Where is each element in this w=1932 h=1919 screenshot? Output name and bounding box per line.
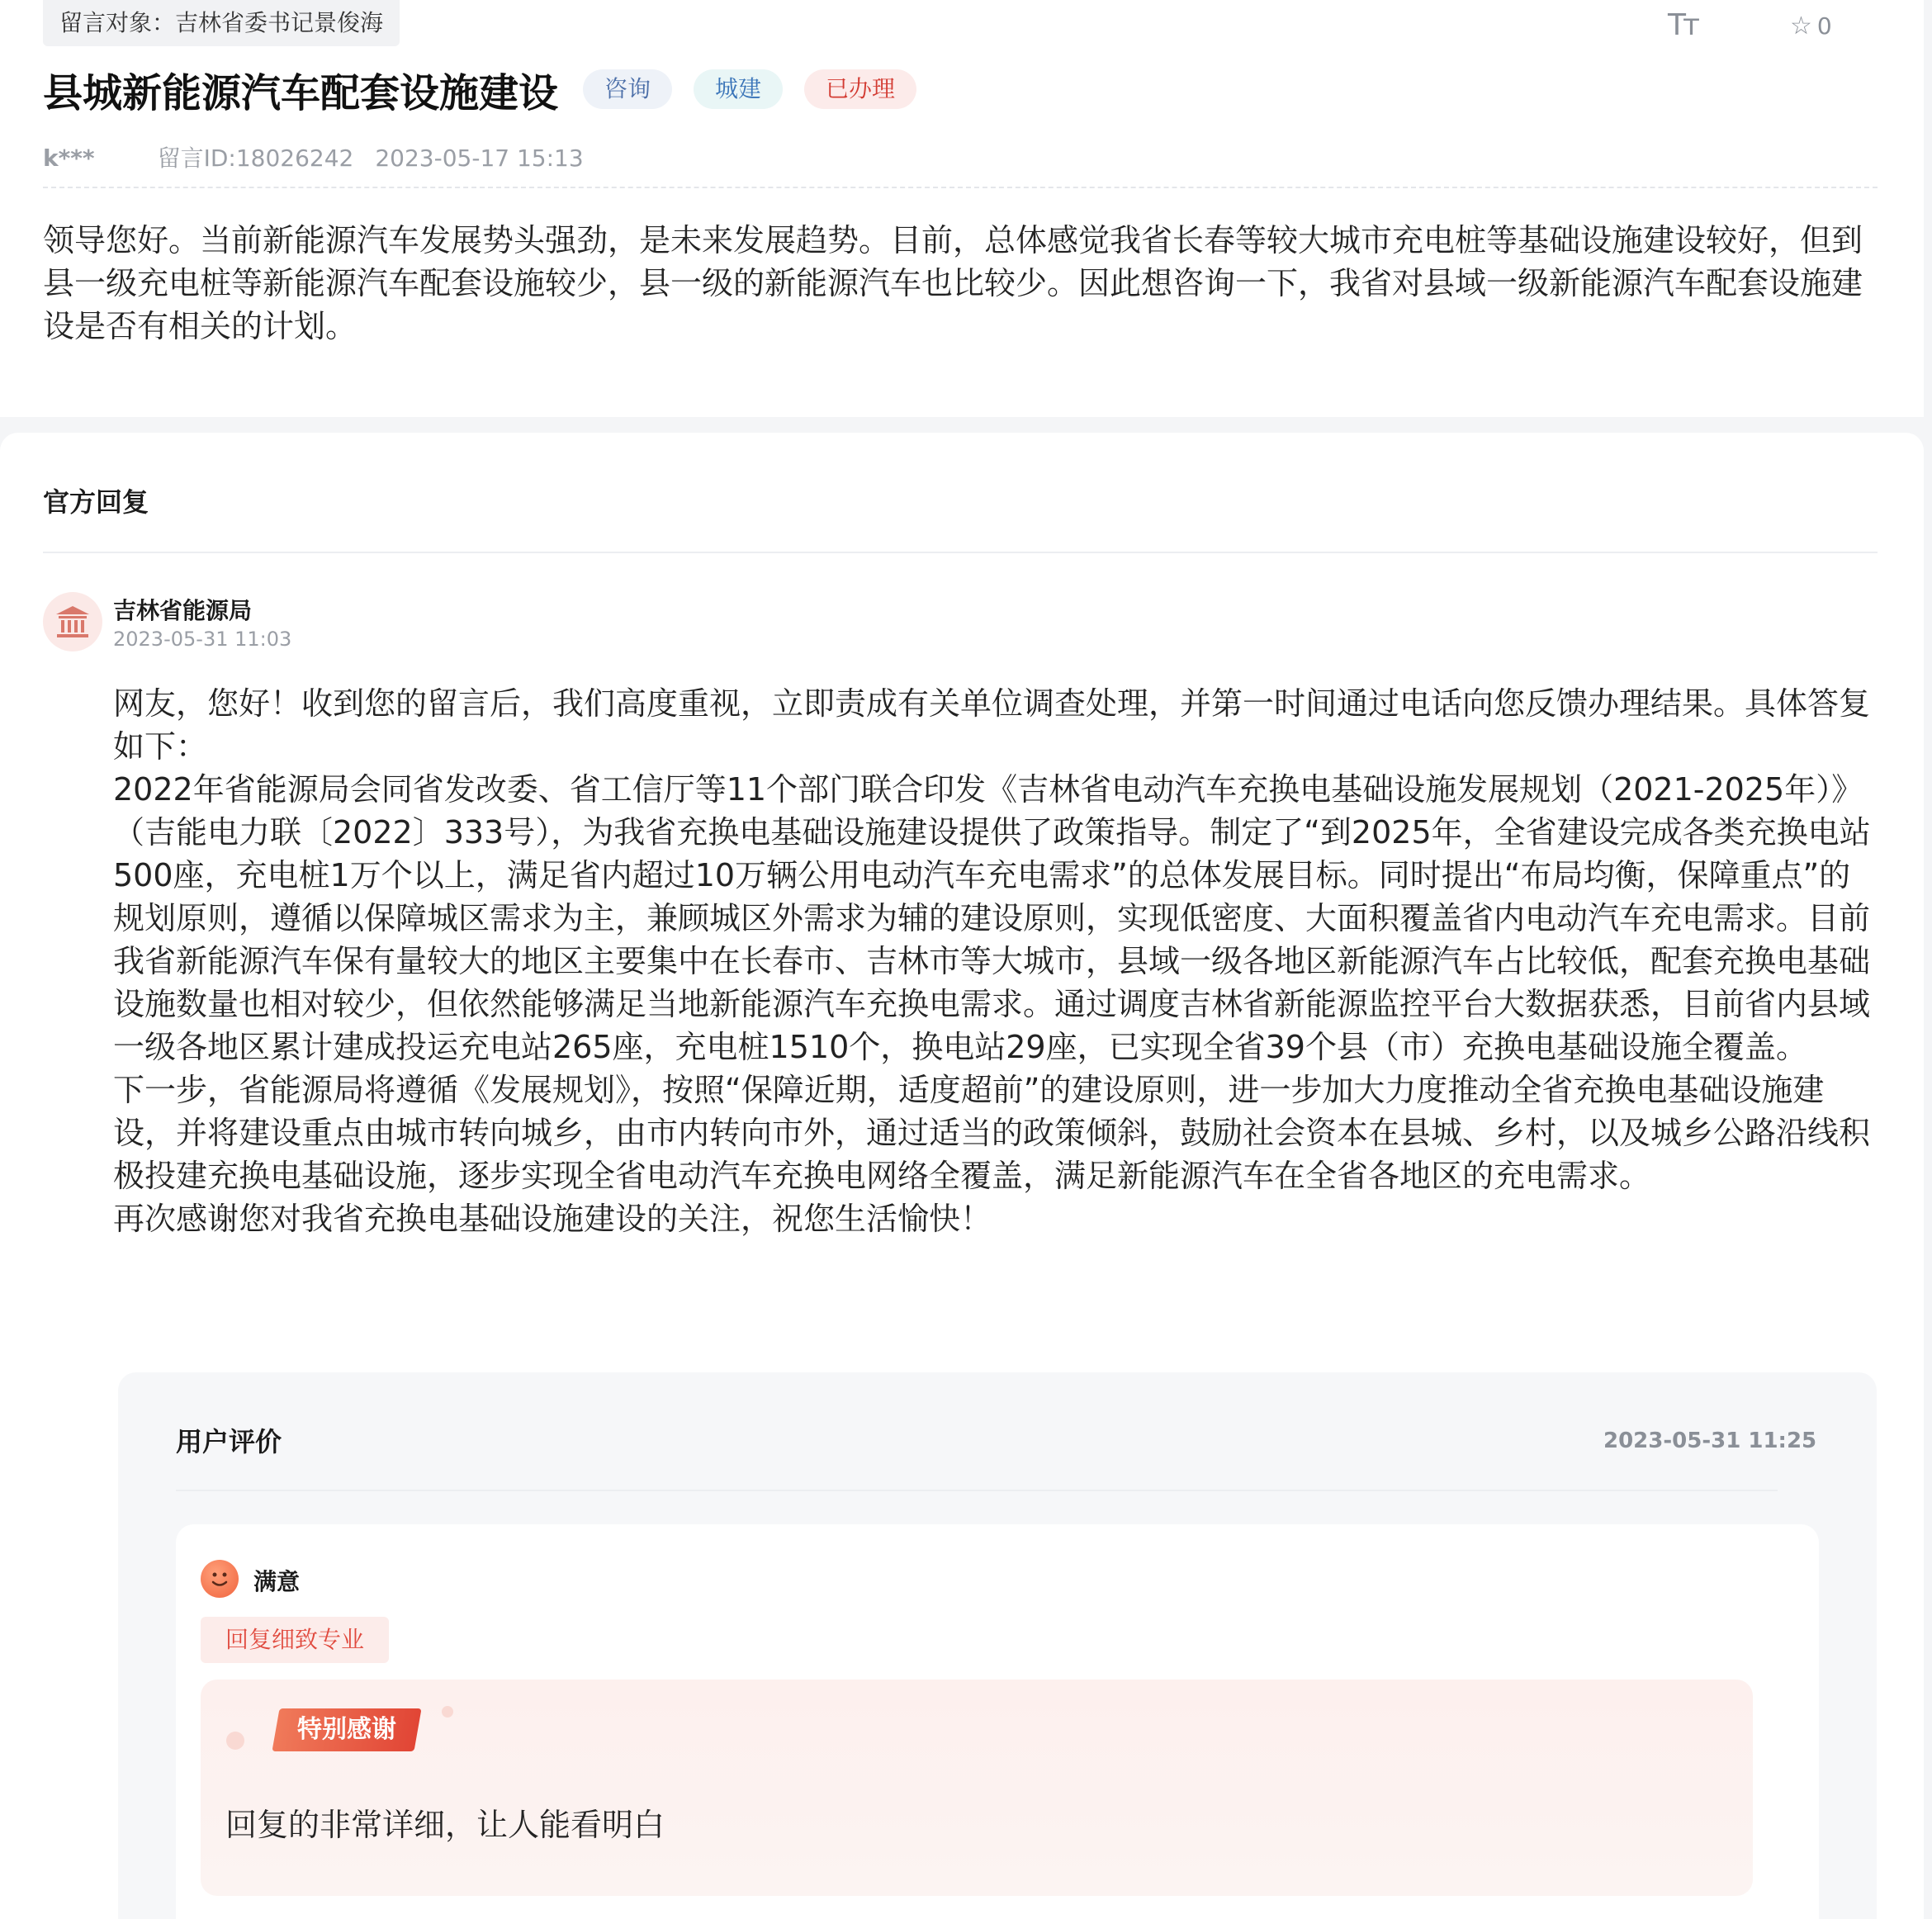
title-row bbox=[43, 64, 916, 114]
star-icon: ☆ bbox=[1790, 12, 1812, 40]
question-body: 领导您好。当前新能源汽车发展势头强劲，是未来发展趋势。目前，总体感觉我省长春等较大城市充电桩等基础设施建设较好，但到县一级充电桩等新能源汽车配套设施较少，县一级的新能源汽车也比较少。因此想咨询一下，我省对县域一级新能源汽车配套设施建设是否有相关的计划。 bbox=[43, 222, 1863, 344]
message-id: 留言ID:18026242 bbox=[157, 145, 354, 172]
special-thanks-badge bbox=[272, 1708, 421, 1751]
post-date: 2023-05-17 15:13 bbox=[375, 145, 584, 172]
smile-icon bbox=[201, 1560, 239, 1598]
reply-paragraph: 再次感谢您对我省充换电基础设施建设的关注，祝您生活愉快！ bbox=[113, 1201, 992, 1237]
evaluation-title: 用户评价 bbox=[176, 1426, 282, 1457]
special-thanks-label: 特别感谢 bbox=[297, 1715, 396, 1744]
decor-dot bbox=[442, 1706, 453, 1718]
satisfaction-label: 满意 bbox=[253, 1568, 301, 1595]
font-size-icon[interactable]: Tт bbox=[1668, 8, 1697, 42]
evaluation-comment: 回复的非常详细，让人能看明白 bbox=[225, 1807, 665, 1843]
reply-paragraph: 2022年省能源局会同省发改委、省工信厅等11个部门联合印发《吉林省电动汽车充换电基础设施发展规划（2021-2025年）》（吉能电力联〔2022〕333号），为我省充换电基础设施建设提供了政策指导。制定了“到2025年，全省建设完成各类充换电站500座，充电桩1万个以上，满足省内超过10万辆公用电动汽车充电需求”的总体发展目标。同时提出“布局均衡，保障重点”的规划原则，遵循以保障城区需求为主，兼顾城区外需求为辅的建设原则，实现低密度、大面积覆盖省内电动汽车充电需求。目前我省新能源汽车保有量较大的地区主要集中在长春市、吉林市等大城市，县域一级各地区新能源汽车占比较低，配套充换电基础设施数量也相对较少，但依然能够满足当地新能源汽车充换电需求。通过调度吉林省新能源监控平台大数据获悉，目前省内县域一级各地区累计建成投运充电站265座，充电桩1510个，换电站29座，已实现全省39个县（市）充换电基础设施全覆盖。 bbox=[113, 771, 1871, 1065]
org-avatar bbox=[43, 592, 102, 652]
favorite-button[interactable] bbox=[1790, 12, 1832, 40]
author-name: k*** bbox=[43, 145, 95, 172]
divider bbox=[176, 1490, 1778, 1491]
message-target: 留言对象：吉林省委书记景俊海 bbox=[43, 0, 400, 46]
tag-consult: 咨询 bbox=[583, 69, 672, 109]
decor-dot bbox=[226, 1732, 244, 1750]
favorite-count: 0 bbox=[1816, 12, 1832, 40]
tag-urban: 城建 bbox=[694, 69, 783, 109]
reply-body bbox=[113, 682, 1877, 1240]
divider bbox=[43, 552, 1878, 553]
status-badge: 已办理 bbox=[804, 69, 916, 109]
evaluation-time: 2023-05-31 11:25 bbox=[1603, 1429, 1817, 1453]
divider bbox=[43, 187, 1878, 188]
org-name: 吉林省能源局 bbox=[113, 597, 253, 624]
thanks-box bbox=[201, 1680, 1753, 1896]
post-meta bbox=[43, 140, 584, 173]
reply-paragraph: 网友，您好！收到您的留言后，我们高度重视，立即责成有关单位调查处理，并第一时间通过电话向您反馈办理结果。具体答复如下： bbox=[113, 685, 1871, 765]
government-building-icon bbox=[54, 604, 91, 639]
evaluation-tag: 回复细致专业 bbox=[201, 1617, 389, 1663]
section-title-reply: 官方回复 bbox=[43, 486, 149, 518]
reply-paragraph: 下一步，省能源局将遵循《发展规划》，按照“保障近期，适度超前”的建设原则，进一步加大力度推动全省充换电基础设施建设，并将建设重点由城市转向城乡，由市内转向市外，通过适当的政策倾斜，鼓励社会资本在县城、乡村，以及城乡公路沿线积极投建充换电基础设施，逐步实现全省电动汽车充换电网络全覆盖，满足新能源汽车在全省各地区的充电需求。 bbox=[113, 1072, 1871, 1194]
page-title: 县城新能源汽车配套设施建设 bbox=[43, 69, 559, 116]
reply-time: 2023-05-31 11:03 bbox=[113, 628, 292, 651]
